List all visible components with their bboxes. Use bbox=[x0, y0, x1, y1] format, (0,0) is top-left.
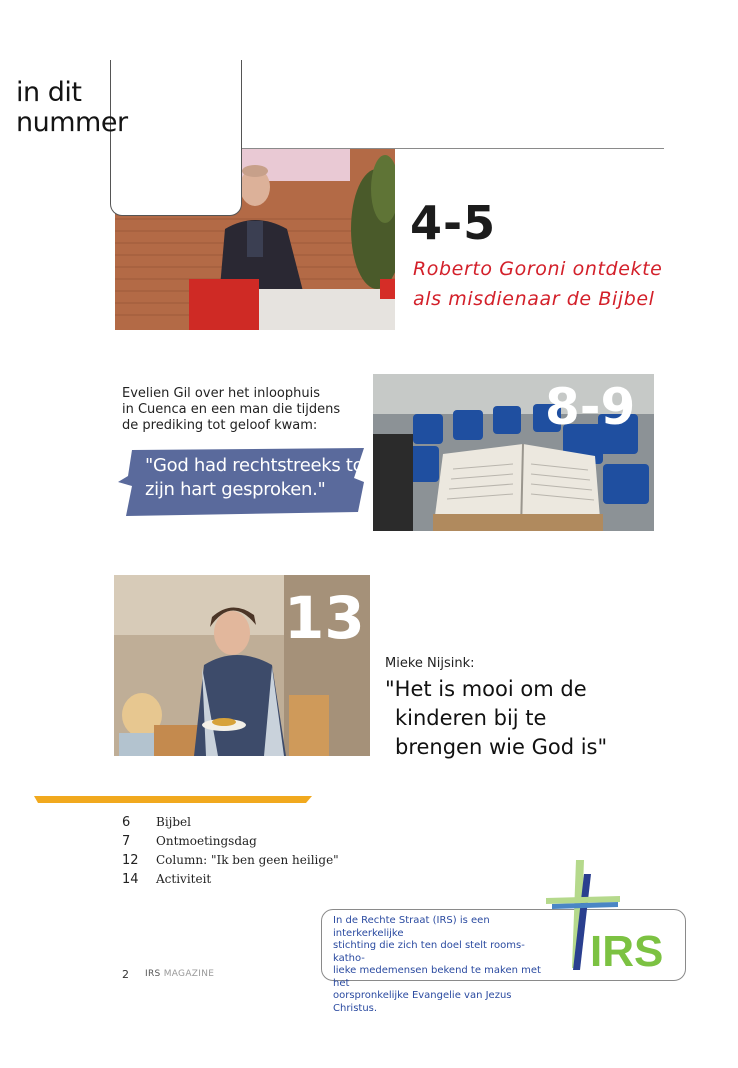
article-3-quote-line-2: kinderen bij te bbox=[395, 706, 547, 730]
toc-title: Ontmoetingsdag bbox=[156, 834, 257, 848]
orange-divider bbox=[34, 796, 312, 803]
toc-page-number: 12 bbox=[122, 853, 139, 868]
footer-brand-bold: IRS bbox=[145, 969, 161, 979]
article-2-quote bbox=[145, 454, 375, 502]
article-2-intro-line-3: de prediking tot geloof kwam: bbox=[122, 418, 318, 433]
toc-page-number: 6 bbox=[122, 815, 131, 830]
toc-page-number: 7 bbox=[122, 834, 131, 849]
article-1-pages: 4-5 bbox=[410, 196, 497, 250]
footer-page-number: 2 bbox=[122, 968, 129, 981]
irs-description-line-3: lieke medemensen bekend te maken met het bbox=[333, 965, 541, 989]
article-2-quote-line-2: zijn hart gesproken." bbox=[145, 479, 326, 500]
toc-page-number: 14 bbox=[122, 872, 139, 887]
irs-logo bbox=[540, 858, 680, 976]
irs-logo-text: IRS bbox=[590, 927, 664, 976]
article-2-quote-line-1: "God had rechtstreeks tot bbox=[145, 455, 371, 476]
article-2-intro-line-2: in Cuenca en een man die tijdens bbox=[122, 402, 341, 417]
article-2-intro-line-1: Evelien Gil over het inloophuis bbox=[122, 386, 321, 401]
toc-row[interactable] bbox=[122, 872, 339, 891]
toc-title: Bijbel bbox=[156, 815, 191, 829]
article-1-description bbox=[413, 254, 673, 314]
table-of-contents bbox=[122, 815, 339, 891]
article-3-pages: 13 bbox=[284, 584, 365, 652]
toc-row[interactable] bbox=[122, 853, 339, 872]
article-3-quote-line-3: brengen wie God is" bbox=[395, 735, 608, 759]
irs-description bbox=[333, 915, 555, 1015]
toc-row[interactable] bbox=[122, 815, 339, 834]
footer-brand bbox=[145, 969, 214, 979]
footer-brand-light: MAGAZINE bbox=[160, 969, 215, 979]
article-3-name: Mieke Nijsink: bbox=[385, 656, 475, 671]
article-1-description-line-2: als misdienaar de Bijbel bbox=[413, 288, 655, 310]
page-title-line-1: in dit bbox=[16, 77, 82, 108]
article-3-quote bbox=[385, 675, 615, 762]
irs-description-line-4: oorspronkelijke Evangelie van Jezus Christus. bbox=[333, 990, 512, 1014]
article-1-description-line-1: Roberto Goroni ontdekte bbox=[413, 258, 663, 280]
title-tab bbox=[110, 60, 242, 216]
toc-title: Column: "Ik ben geen heilige" bbox=[156, 853, 339, 867]
article-2-pages: 8-9 bbox=[545, 378, 636, 436]
page-title-line-2: nummer bbox=[16, 107, 128, 138]
irs-description-line-2: stichting die zich ten doel stelt rooms-katho- bbox=[333, 940, 525, 964]
irs-description-line-1: In de Rechte Straat (IRS) is een interkerkelijke bbox=[333, 915, 490, 939]
page-title bbox=[16, 78, 128, 138]
toc-row[interactable] bbox=[122, 834, 339, 853]
article-3-quote-line-1: "Het is mooi om de bbox=[385, 677, 587, 701]
article-2-intro bbox=[122, 386, 342, 434]
toc-title: Activiteit bbox=[156, 872, 212, 886]
